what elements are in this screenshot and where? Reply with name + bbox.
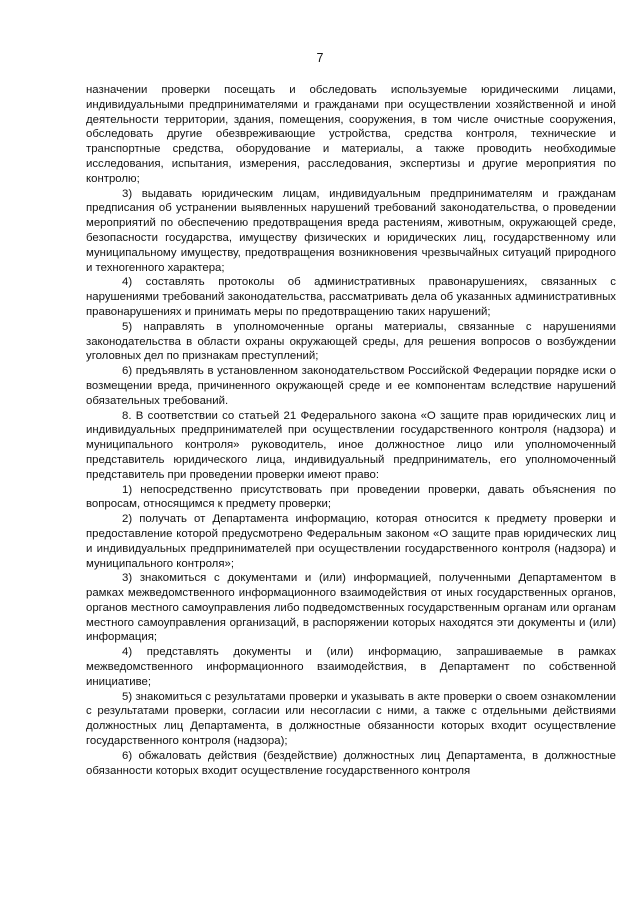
paragraph-right-5: 5) знакомиться с результатами проверки и указывать в акте проверки о своем ознакомлении с результатами проверки, согласии или несогласии с ними, а также с отдельными действиями должностных лиц Департамента, в должностные обязанности которых входит осуществление государственного контроля (надзора);	[86, 690, 616, 748]
paragraph-item-4: 4) составлять протоколы об административных правонарушениях, связанных с нарушениями требований законодательства, рассматривать дела об указанных административных правонарушениях и принимать меры по предотвращению таких нарушений;	[86, 276, 616, 318]
paragraph-right-1: 1) непосредственно присутствовать при проведении проверки, давать объяснения по вопросам, относящимся к предмету проверки;	[86, 483, 616, 511]
paragraph-right-2: 2) получать от Департамента информацию, которая относится к предмету проверки и предоставление которой предусмотрено Федеральным законом «О защите прав юридических лиц и индивидуальных предпринимателей при осуществлении государственного контроля (надзора) и муниципального контроля»;	[86, 513, 616, 570]
page-number: 7	[316, 51, 324, 65]
paragraph-item-6: 6) предъявлять в установленном законодательством Российской Федерации порядке иски о возмещении вреда, причиненного окружающей среде и ее компонентам вследствие нарушений обязательных требований.	[86, 365, 616, 407]
paragraph-item-5: 5) направлять в уполномоченные органы материалы, связанные с нарушениями законодательства в области охраны окружающей среды, для решения вопросов о возбуждении уголовных дел по признакам преступлений;	[86, 320, 616, 363]
paragraph-right-3: 3) знакомиться с документами и (или) информацией, полученными Департаментом в рамках межведомственного информационного взаимодействия от иных государственных органов, органов местного самоуправления либо подведомственных государственным органам или органам местного самоуправления организаций, в распоряжении которых находятся эти документы и (или) информация;	[86, 572, 616, 644]
paragraph-item-3: 3) выдавать юридическим лицам, индивидуальным предпринимателям и гражданам предписания об устранении выявленных нарушений требований законодательства, о проведении мероприятий по обеспечению предотвращения вреда растениям, животным, окружающей среде, безопасности государства, имуществу физических и юридических лиц, государственному или муниципальному имуществу, предотвращения возникновения чрезвычайных ситуаций природного и техногенного характера;	[86, 187, 616, 274]
document-body	[86, 83, 616, 778]
paragraph-right-6: 6) обжаловать действия (бездействие) должностных лиц Департамента, в должностные обязанности которых входит осуществление государственного контроля	[86, 749, 616, 777]
paragraph-continuation: назначении проверки посещать и обследовать используемые юридическими лицами, индивидуальными предпринимателями и гражданами при осуществлении хозяйственной и иной деятельности территории, здания, помещения, сооружения, в том числе очистные сооружения, обследовать другие обезвреживающие устройства, средства контроля, технические и транспортные средства, оборудование и материалы, а также проводить необходимые исследования, испытания, измерения, расследования, экспертизы и другие мероприятия по контролю;	[86, 84, 616, 185]
paragraph-right-4: 4) представлять документы и (или) информацию, запрашиваемые в рамках межведомственного информационного взаимодействия, в Департамент по собственной инициативе;	[86, 646, 616, 688]
paragraph-section-8: 8. В соответствии со статьей 21 Федерального закона «О защите прав юридических лиц и индивидуальных предпринимателей при осуществлении государственного контроля (надзора) и муниципального контроля» руководитель, иное должностное лицо или уполномоченный представитель юридического лица, индивидуальный предприниматель, его уполномоченный представитель при проведении проверки имеют право:	[86, 409, 616, 481]
